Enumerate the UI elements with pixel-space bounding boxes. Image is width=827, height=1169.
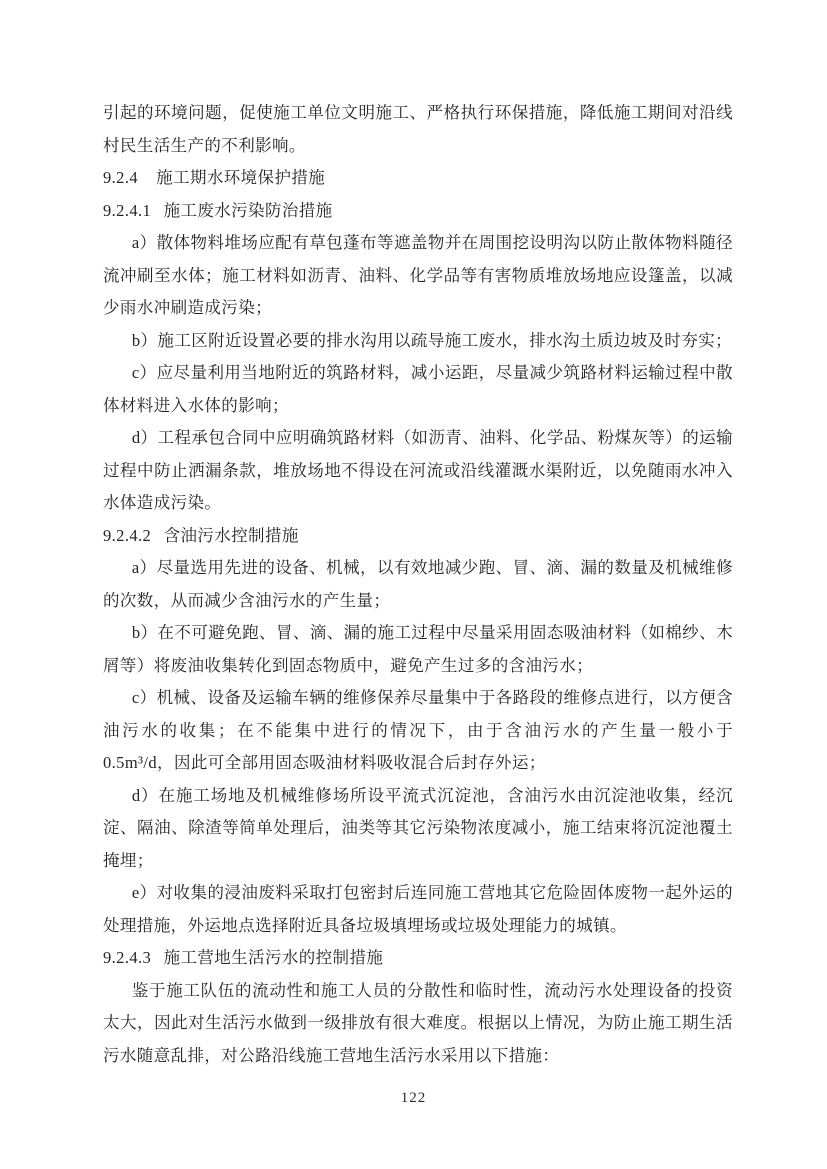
section-heading-9-2-4 — [103, 162, 733, 195]
heading-title: 施工期水环境保护措施 — [156, 168, 326, 187]
heading-title: 施工营地生活污水的控制措施 — [163, 948, 384, 967]
paragraph-domestic-sewage-intro: 鉴于施工队伍的流动性和施工人员的分散性和临时性，流动污水处理设备的投资太大，因此对生活污水做到一级排放有很大难度。根据以上情况，为防止施工期生活污水随意乱排，对公路沿线施工营地生活污水采用以下措施： — [103, 980, 733, 1065]
paragraph-continuation: 引起的环境问题，促使施工单位文明施工、严格执行环保措施，降低施工期间对沿线村民生活生产的不利影响。 — [103, 103, 733, 155]
heading-title: 施工废水污染防治措施 — [163, 200, 333, 220]
heading-number: 9.2.4 — [103, 168, 138, 187]
list-item-a-oily-water: a）尽量选用先进的设备、机械，以有效地减少跑、冒、滴、漏的数量及机械维修的次数，从而减少含油污水的产生量； — [103, 558, 733, 610]
heading-title: 含油污水控制措施 — [163, 525, 299, 545]
list-item-a-wastewater: a）散体物料堆场应配有草包蓬布等遮盖物并在周围挖设明沟以防止散体物料随径流冲刷至水体；施工材料如沥青、油料、化学品等有害物质堆放场地应设篷盖，以减少雨水冲刷造成污染； — [103, 233, 733, 317]
list-item-d-oily-water: d）在施工场地及机械维修场所设平流式沉淀池，含油污水由沉淀池收集，经沉淀、隔油、除渣等简单处理后，油类等其它污染物浓度减小，施工结束将沉淀池覆土掩埋； — [103, 785, 733, 870]
list-item-c-wastewater: c）应尽量利用当地附近的筑路材料，减小运距，尽量减少筑路材料运输过程中散体材料进入水体的影响； — [103, 363, 733, 415]
list-item-b-wastewater: b）施工区附近设置必要的排水沟用以疏导施工废水，排水沟土质边坡及时夯实； — [131, 330, 733, 350]
list-item-e-oily-water: e）对收集的浸油废料采取打包密封后连同施工营地其它危险固体废物一起外运的处理措施，外运地点选择附近具备垃圾填埋场或垃圾处理能力的城镇。 — [103, 883, 733, 935]
heading-number: 9.2.4.1 — [103, 200, 152, 220]
document-body — [103, 97, 733, 1072]
section-heading-9-2-4-3 — [103, 942, 733, 975]
page-footer — [0, 1088, 827, 1108]
section-heading-9-2-4-1 — [103, 195, 733, 228]
heading-number: 9.2.4.3 — [103, 948, 152, 967]
heading-number: 9.2.4.2 — [103, 525, 152, 545]
page-number: 122 — [400, 1090, 427, 1106]
section-heading-9-2-4-2 — [103, 520, 733, 553]
list-item-b-oily-water: b）在不可避免跑、冒、滴、漏的施工过程中尽量采用固态吸油材料（如棉纱、木屑等）将废油收集转化到固态物质中，避免产生过多的含油污水； — [103, 623, 733, 675]
list-item-d-wastewater: d）工程承包合同中应明确筑路材料（如沥青、油料、化学品、粉煤灰等）的运输过程中防止洒漏条款，堆放场地不得设在河流或沿线灌溉水渠附近，以免随雨水冲入水体造成污染。 — [103, 428, 733, 512]
list-item-c-oily-water: c）机械、设备及运输车辆的维修保养尽量集中于各路段的维修点进行，以方便含油污水的收集；在不能集中进行的情况下，由于含油污水的产生量一般小于 0.5m³/d，因此可全部用固态吸油材料吸收混合后封存外运； — [103, 688, 733, 772]
